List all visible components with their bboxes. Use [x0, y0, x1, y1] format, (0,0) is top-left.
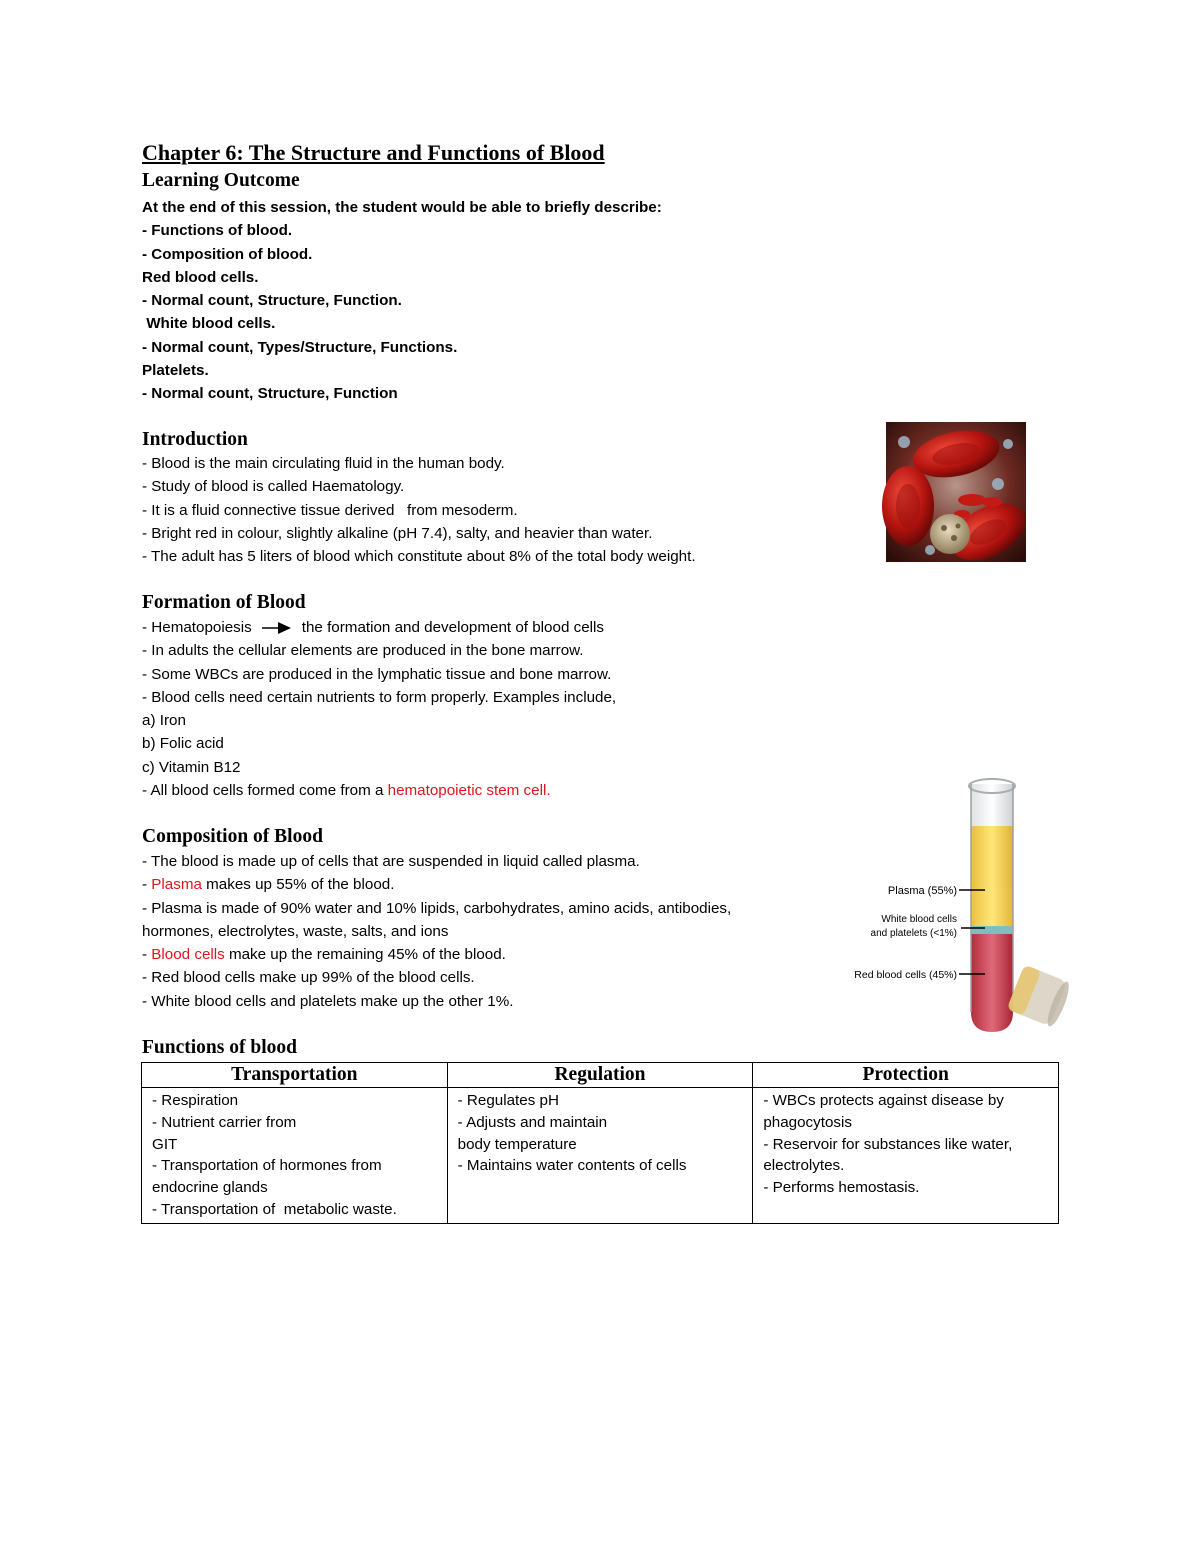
- introduction-line: - Bright red in colour, slightly alkaline (pH 7.4), salty, and heavier than water.: [142, 524, 653, 542]
- tube-label-wbc-2: and platelets (<1%): [870, 928, 957, 939]
- formation-line: a) Iron: [142, 712, 186, 730]
- cell-line: - Respiration: [152, 1092, 239, 1109]
- learning-outcome-line: - Normal count, Types/Structure, Functions.: [142, 338, 458, 356]
- introduction-line: - Study of blood is called Haematology.: [142, 478, 405, 496]
- introduction-line: - It is a fluid connective tissue derived from mesoderm.: [142, 501, 518, 519]
- learning-outcome-line: At the end of this session, the student would be able to briefly describe:: [142, 199, 662, 216]
- column-header-protection: Protection: [753, 1063, 1059, 1088]
- stem-cell-line: [142, 779, 616, 802]
- formation-heading: Formation of Blood: [142, 592, 306, 613]
- functions-heading: Functions of blood: [142, 1037, 297, 1058]
- cell-line: - Reservoir for substances like water,: [763, 1135, 1013, 1153]
- regulation-cell: [447, 1088, 753, 1224]
- column-header-transportation: Transportation: [142, 1063, 448, 1088]
- cell-line: - Adjusts and maintain: [457, 1113, 608, 1131]
- learning-outcome-line: - Functions of blood.: [142, 222, 293, 240]
- learning-outcome-line: - Normal count, Structure, Function.: [142, 292, 402, 310]
- blood-cells-line: [142, 943, 731, 966]
- plasma-prefix: -: [142, 876, 152, 894]
- red-blood-cells-image: [886, 422, 1026, 562]
- cell-line: - WBCs protects against disease by: [763, 1092, 1004, 1109]
- cell-line: phagocytosis: [763, 1113, 852, 1131]
- cell-line: body temperature: [457, 1135, 577, 1153]
- column-header-regulation: Regulation: [447, 1063, 753, 1088]
- stem-cell-highlight: hematopoietic stem cell.: [387, 782, 551, 800]
- composition-line: - White blood cells and platelets make up the other 1%.: [142, 992, 514, 1010]
- protection-cell: [753, 1088, 1059, 1224]
- table-header-row: [142, 1063, 1059, 1088]
- formation-line: - Blood cells need certain nutrients to form properly. Examples include,: [142, 688, 617, 706]
- introduction-heading: Introduction: [142, 429, 248, 450]
- cell-line: endocrine glands: [152, 1179, 268, 1197]
- hematopoiesis-definition: the formation and development of blood cells: [301, 619, 604, 636]
- table-row: [142, 1088, 1059, 1224]
- composition-line: - The blood is made up of cells that are suspended in liquid called plasma.: [142, 853, 640, 870]
- composition-line: hormones, electrolytes, waste, salts, and ions: [142, 922, 449, 940]
- cell-line: GIT: [152, 1135, 178, 1153]
- blood-cells-highlight: Blood cells: [151, 946, 225, 964]
- cell-line: electrolytes.: [763, 1157, 845, 1175]
- plasma-line: [142, 873, 731, 896]
- learning-outcome-line: - Normal count, Structure, Function: [142, 385, 398, 403]
- cell-line: - Maintains water contents of cells: [457, 1157, 687, 1175]
- introduction-line: - Blood is the main circulating fluid in the human body.: [142, 455, 505, 472]
- arrow-right-icon: [262, 621, 292, 635]
- blood-test-tube-image: [854, 776, 1073, 1038]
- formation-line: - In adults the cellular elements are produced in the bone marrow.: [142, 642, 584, 660]
- stem-cell-prefix: - All blood cells formed come from a: [142, 782, 388, 800]
- tube-label-wbc-1: White blood cells: [881, 914, 957, 925]
- learning-outcome-heading: Learning Outcome: [142, 170, 300, 191]
- learning-outcome-line: - Composition of blood.: [142, 245, 313, 263]
- cell-line: - Transportation of hormones from: [152, 1157, 382, 1175]
- formation-line: - Some WBCs are produced in the lymphatic tissue and bone marrow.: [142, 665, 612, 683]
- transportation-cell: [142, 1088, 448, 1224]
- learning-outcome-line: Red blood cells.: [142, 268, 259, 286]
- introduction-line: - The adult has 5 liters of blood which constitute about 8% of the total body weight.: [142, 548, 696, 566]
- learning-outcome-line: White blood cells.: [142, 315, 276, 333]
- formation-line: b) Folic acid: [142, 735, 224, 753]
- cell-line: - Regulates pH: [457, 1092, 559, 1109]
- functions-table: [141, 1062, 1059, 1224]
- tube-label-rbc: Red blood cells (45%): [854, 969, 957, 981]
- hematopoiesis-term: - Hematopoiesis: [142, 619, 252, 636]
- blood-cells-rest: make up the remaining 45% of the blood.: [224, 946, 506, 964]
- blood-cells-prefix: -: [142, 946, 152, 964]
- composition-heading: Composition of Blood: [142, 826, 323, 847]
- composition-list: [142, 850, 731, 1013]
- plasma-highlight: Plasma: [151, 876, 202, 894]
- composition-line: - Red blood cells make up 99% of the blood cells.: [142, 969, 475, 987]
- hematopoiesis-line: [142, 616, 616, 639]
- learning-outcome-list: [142, 196, 662, 406]
- learning-outcome-line: Platelets.: [142, 362, 209, 380]
- formation-list: [142, 616, 616, 802]
- cell-line: - Nutrient carrier from: [152, 1113, 297, 1131]
- tube-label-plasma: Plasma (55%): [887, 885, 957, 897]
- introduction-list: [142, 452, 696, 568]
- cell-line: - Performs hemostasis.: [763, 1179, 920, 1197]
- page-title: Chapter 6: The Structure and Functions of Blood: [142, 140, 605, 165]
- plasma-rest: makes up 55% of the blood.: [201, 876, 395, 894]
- composition-line: - Plasma is made of 90% water and 10% lipids, carbohydrates, amino acids, antibodies,: [142, 899, 732, 917]
- formation-line: c) Vitamin B12: [142, 758, 241, 776]
- cell-line: - Transportation of metabolic waste.: [152, 1200, 397, 1218]
